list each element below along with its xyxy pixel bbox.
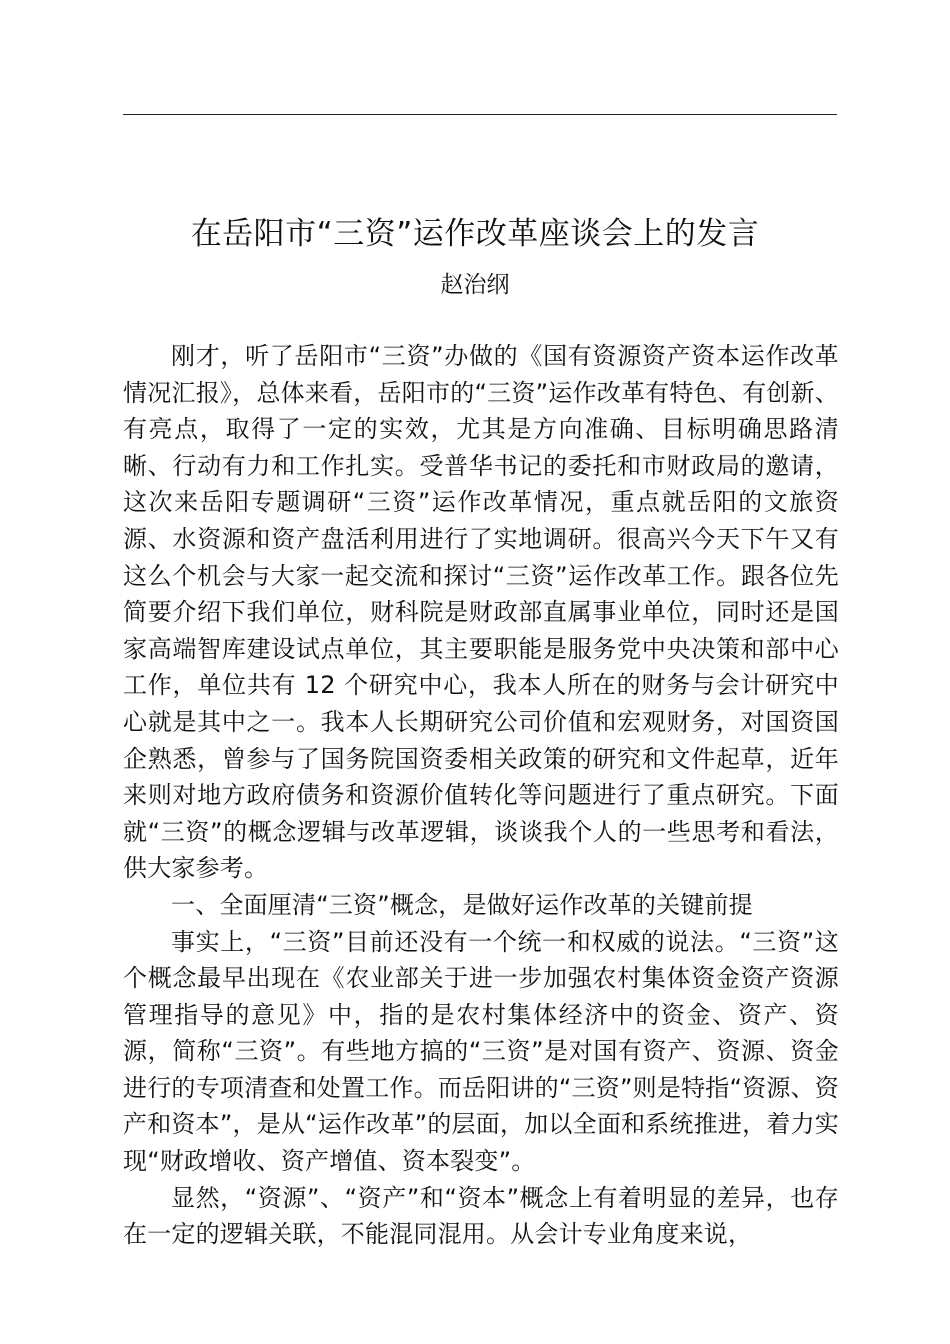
document-author: 赵治纲: [440, 272, 510, 298]
header-rule: [123, 114, 837, 115]
document-title: 在岳阳市“三资”运作改革座谈会上的发言: [190, 216, 760, 252]
document-body: [123, 338, 839, 1253]
section-heading-1: 一、全面厘清“三资”概念，是做好运作改革的关键前提: [171, 890, 753, 919]
paragraph-difference: 显然，“资源”、“资产”和“资本”概念上有着明显的差异，也存在一定的逻辑关联，不能混同混用。从会计专业角度来说，: [123, 1183, 839, 1249]
paragraph-intro: 刚才，听了岳阳市“三资”办做的《国有资源资产资本运作改革情况汇报》，总体来看，岳阳市的“三资”运作改革有特色、有创新、有亮点，取得了一定的实效，尤其是方向准确、目标明确思路清晰、行动有力和工作扎实。受普华书记的委托和市财政局的邀请，这次来岳阳专题调研“三资”运作改革情况，重点就岳阳的文旅资源、水资源和资产盘活利用进行了实地调研。很高兴今天下午又有这么个机会与大家一起交流和探讨“三资”运作改革工作。跟各位先简要介绍下我们单位，财科院是财政部直属事业单位，同时还是国家高端智库建设试点单位，其主要职能是服务党中央决策和部中心工作，单位共有 12 个研究中心，我本人所在的财务与会计研究中心就是其中之一。我本人长期研究公司价值和宏观财务，对国资国企熟悉，曾参与了国务院国资委相关政策的研究和文件起草，近年来则对地方政府债务和资源价值转化等问题进行了重点研究。下面就“三资”的概念逻辑与改革逻辑，谈谈我个人的一些思考和看法，供大家参考。: [123, 342, 839, 883]
paragraph-concept: 事实上，“三资”目前还没有一个统一和权威的说法。“三资”这个概念最早出现在《农业部关于进一步加强农村集体资金资产资源管理指导的意见》中，指的是农村集体经济中的资金、资产、资源，简称“三资”。有些地方搞的“三资”是对国有资产、资源、资金进行的专项清查和处置工作。而岳阳讲的“三资”则是特指“资源、资产和资本”，是从“运作改革”的层面，加以全面和系统推进，着力实现“财政增收、资产增值、资本裂变”。: [123, 927, 839, 1176]
